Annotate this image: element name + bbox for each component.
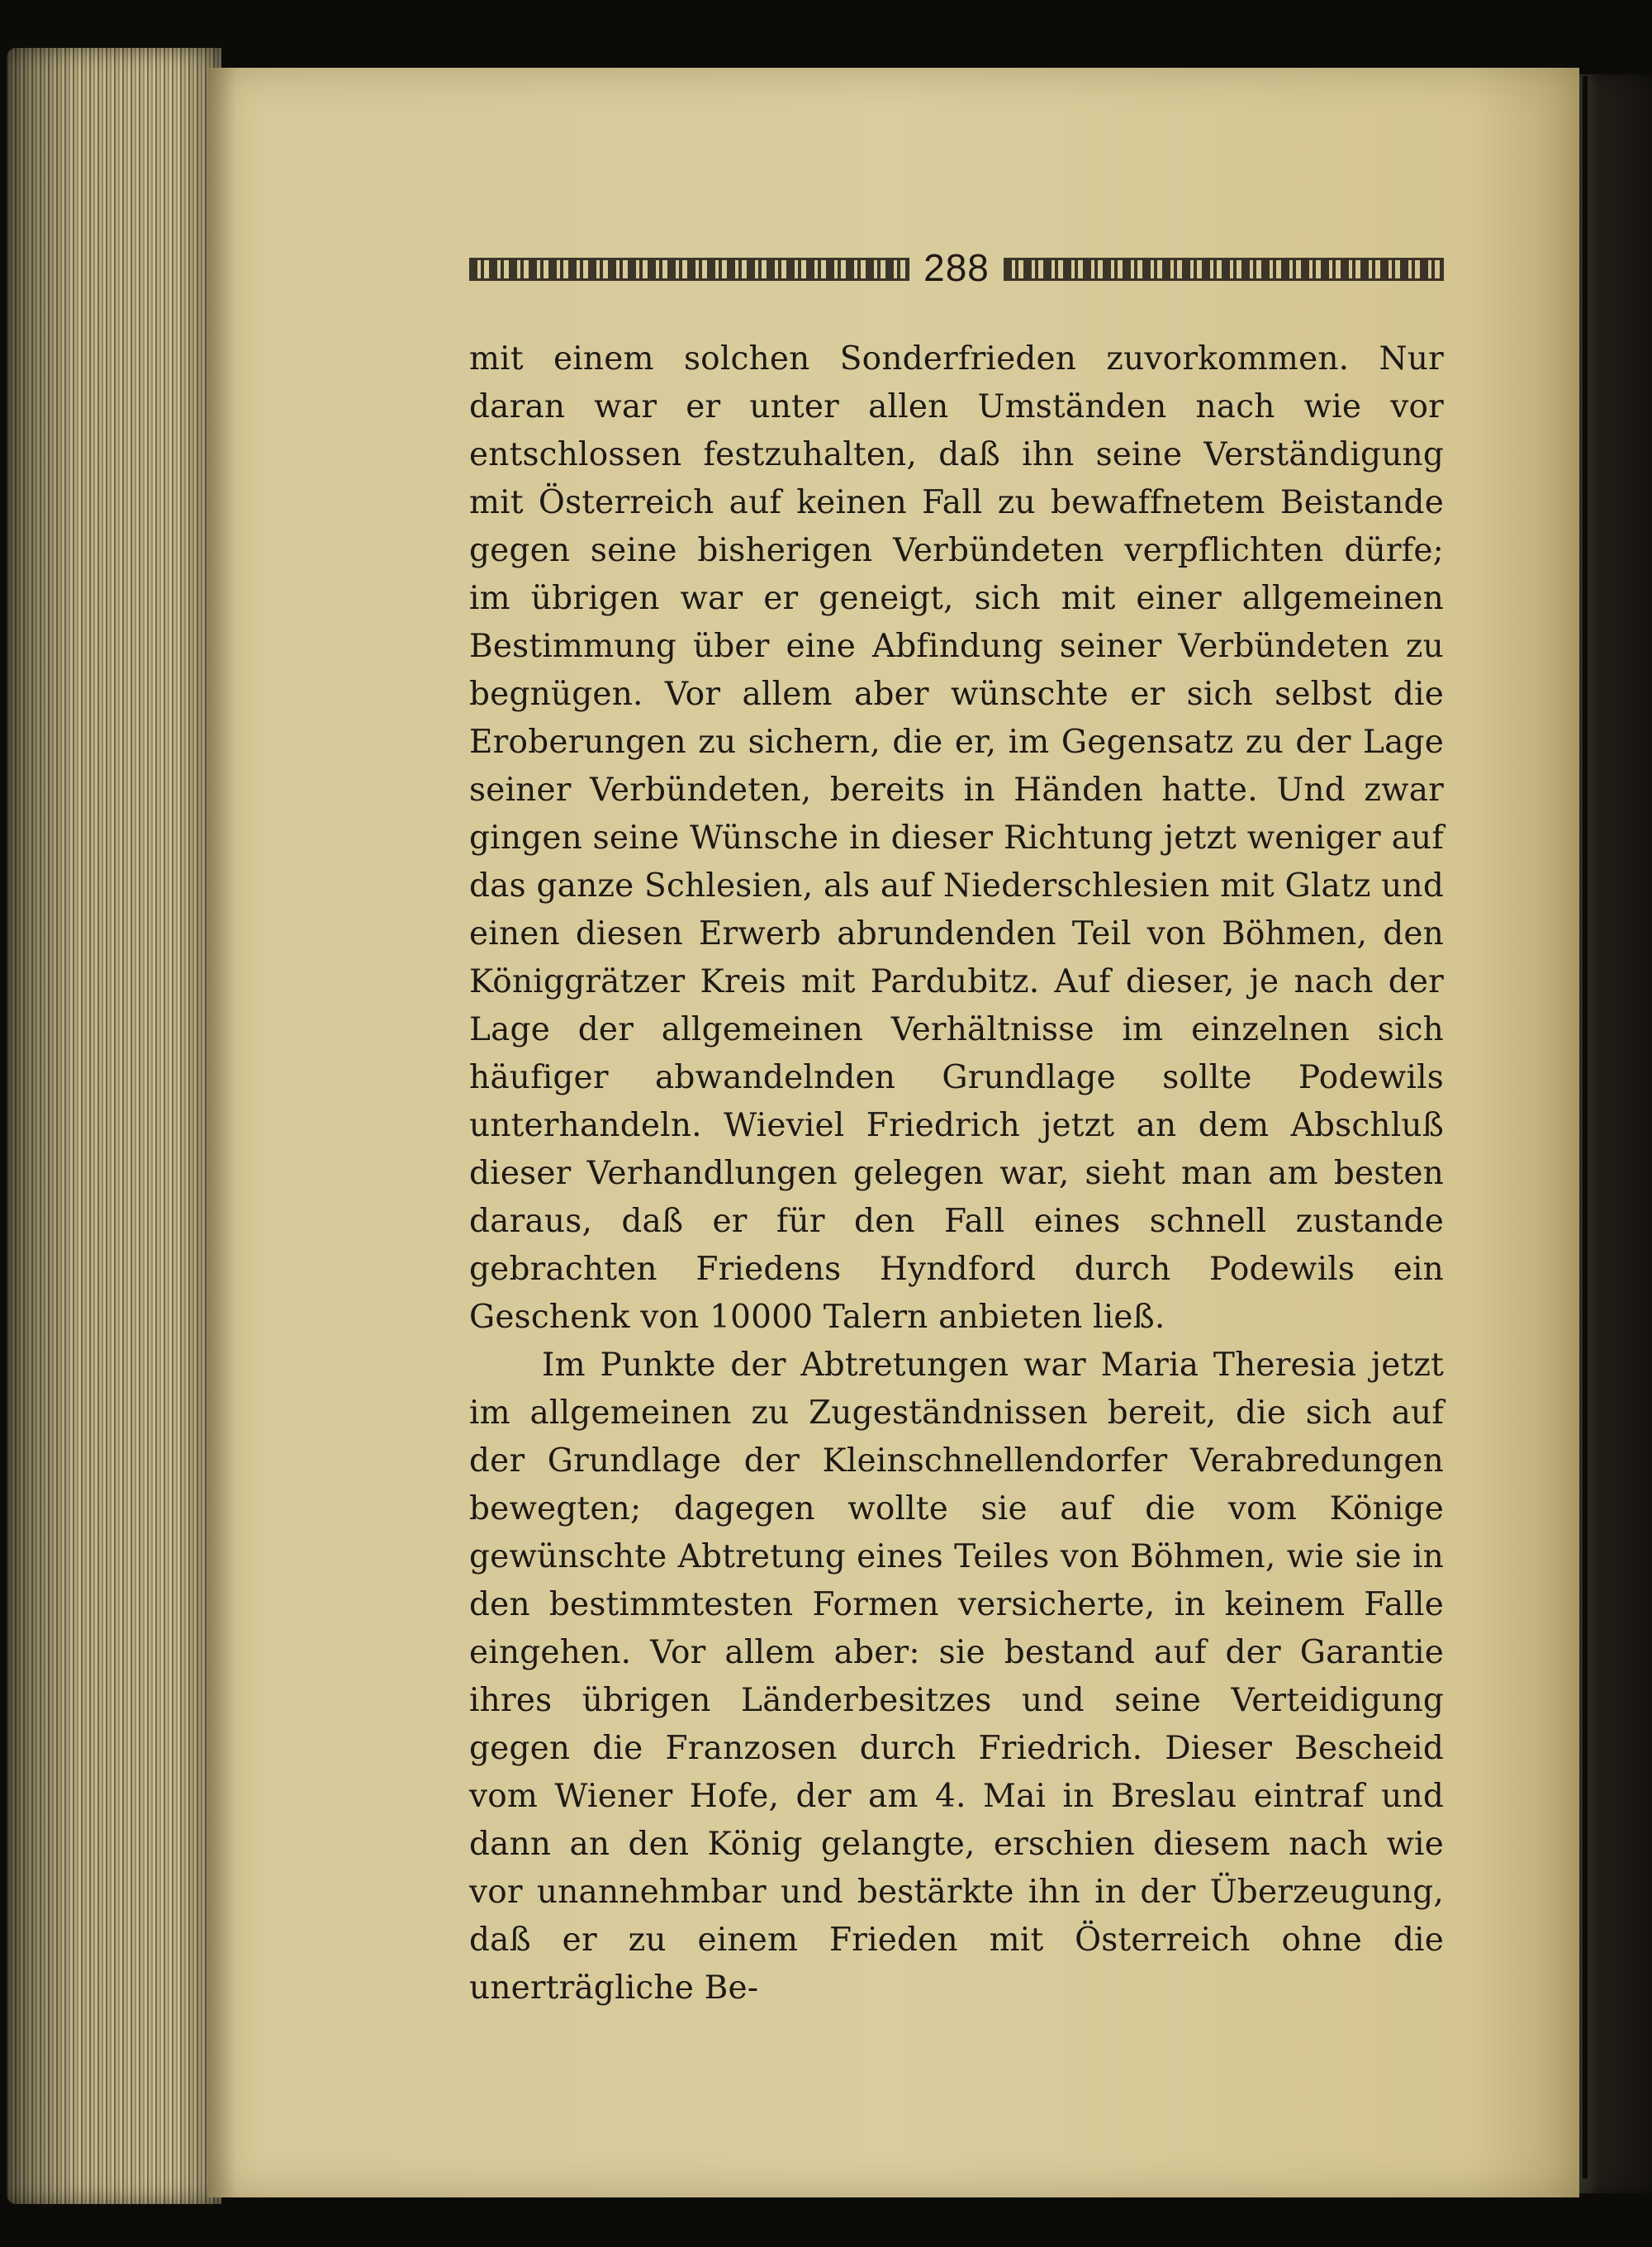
- paragraph-1: mit einem solchen Sonderfrieden zuvorkommen. Nur daran war er unter allen Umständen nach wie vor entschlossen festzuhalten, daß ihn seine Verständigung mit Österreich auf keinen Fall zu bewaffnetem Beistande gegen seine bisherigen Verbündeten verpflichten dürfe; im übrigen war er geneigt, sich mit einer allgemeinen Bestimmung über eine Abfindung seiner Verbündeten zu begnügen. Vor allem aber wünschte er sich selbst die Eroberungen zu sichern, die er, im Gegensatz zu der Lage seiner Verbündeten, bereits in Händen hatte. Und zwar gingen seine Wünsche in dieser Richtung jetzt weniger auf das ganze Schlesien, als auf Niederschlesien mit Glatz und einen diesen Erwerb abrundenden Teil von Böhmen, den Königgrätzer Kreis mit Pardubitz. Auf dieser, je nach der Lage der allgemeinen Verhältnisse im einzelnen sich häufiger abwandelnden Grundlage sollte Podewils unterhandeln. Wieviel Friedrich jetzt an dem Abschluß dieser Verhandlungen gelegen war, sieht man am besten daraus, daß er für den Fall eines schnell zustande gebrachten Friedens Hyndford durch Podewils ein Geschenk von 10000 Talern anbieten ließ.: [469, 340, 1444, 1336]
- page-text: [469, 335, 1444, 2012]
- paragraph-2: Im Punkte der Abtretungen war Maria Theresia jetzt im allgemeinen zu Zugeständnissen bereit, die sich auf der Grundlage der Kleinschnellendorfer Verabredungen bewegten; dagegen wollte sie auf die vom Könige gewünschte Abtretung eines Teiles von Böhmen, wie sie in den bestimmtesten Formen versicherte, in keinem Falle eingehen. Vor allem aber: sie bestand auf der Garantie ihres übrigen Länderbesitzes und seine Verteidigung gegen die Franzosen durch Friedrich. Dieser Bescheid vom Wiener Hofe, der am 4. Mai in Breslau eintraf und dann an den König gelangte, erschien diesem nach wie vor unannehmbar und bestärkte ihn in der Überzeugung, daß er zu einem Frieden mit Österreich ohne die unerträgliche Be-: [469, 1347, 1444, 2007]
- page-number: 288: [923, 246, 990, 289]
- spine-shadow: [1583, 76, 1588, 2178]
- page-header: [469, 245, 1444, 291]
- right-ornament: [1004, 258, 1444, 281]
- left-ornament: [469, 258, 909, 281]
- page-stack: [7, 48, 221, 2204]
- book-spine-edge: [1579, 74, 1652, 2193]
